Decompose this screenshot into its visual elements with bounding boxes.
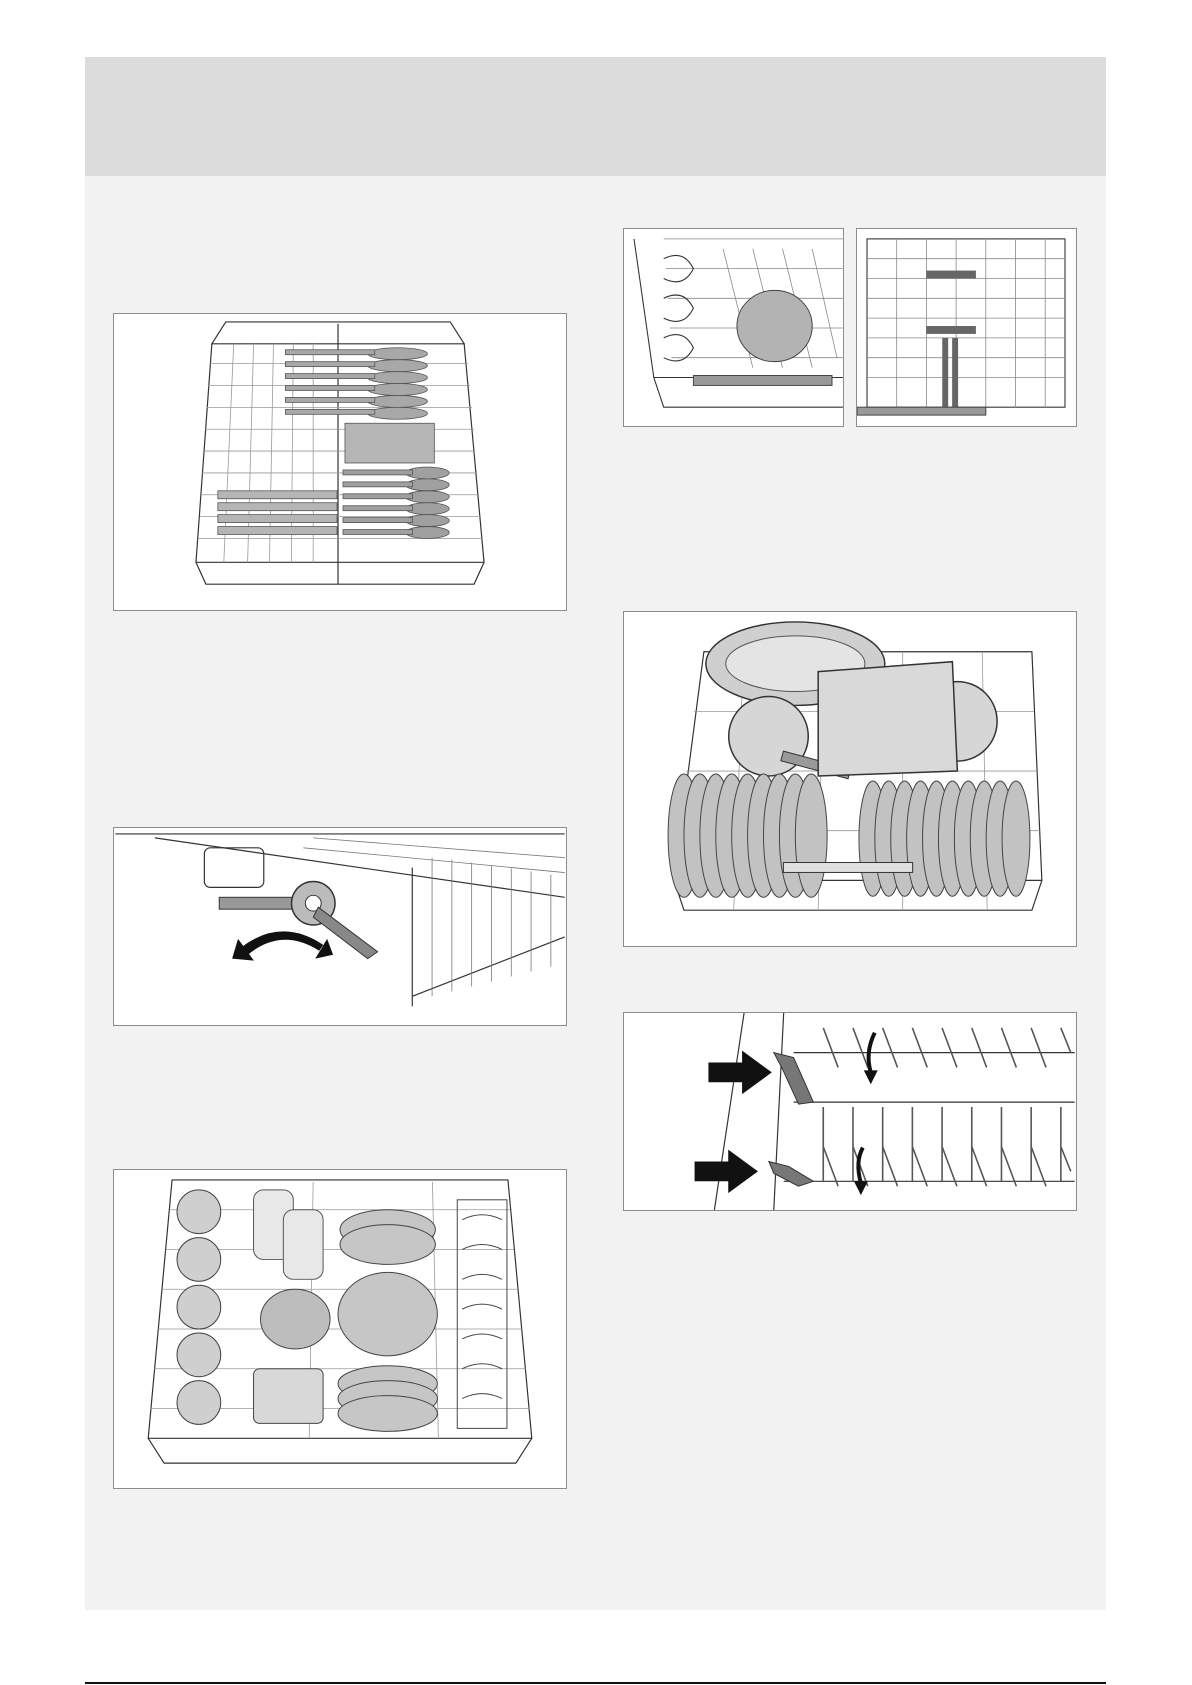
figure-drawer-adjuster	[113, 827, 567, 1026]
folding-tines-illustration	[624, 1013, 1076, 1210]
figure-cutlery-drawer	[113, 313, 567, 611]
baking-dish	[818, 662, 957, 776]
lower-basket-illustration	[624, 612, 1076, 946]
bowl	[261, 1289, 331, 1349]
footer-rule	[85, 1682, 1106, 1684]
plate	[737, 290, 812, 361]
rack-rail	[857, 407, 986, 415]
figure-upper-basket	[113, 1169, 567, 1489]
cups-group	[177, 1190, 221, 1425]
plates-left	[668, 774, 827, 897]
side-rack	[457, 1200, 507, 1429]
header-band	[85, 57, 1106, 176]
plates-stack	[338, 1210, 437, 1432]
fold-arrow-icon	[858, 1033, 874, 1183]
figure-lower-basket	[623, 611, 1077, 947]
cutlery-drawer-illustration	[114, 314, 566, 610]
rotate-arrow-icon	[232, 931, 333, 960]
rack-handle	[783, 863, 912, 873]
push-arrow-icon	[695, 1051, 772, 1194]
adjustable-supports	[926, 271, 975, 408]
rack-rail	[693, 376, 832, 386]
release-levers	[769, 1053, 814, 1187]
plates-right	[859, 781, 1030, 896]
drawer-adjuster-illustration	[114, 828, 566, 1025]
rack-side-left-illustration	[624, 229, 843, 426]
upper-basket-illustration	[114, 1170, 566, 1488]
rack-side-right-illustration	[857, 229, 1076, 426]
figure-rack-side-left	[623, 228, 844, 427]
container	[254, 1369, 324, 1424]
forks-group	[343, 467, 449, 539]
figure-rack-side-right	[856, 228, 1077, 427]
figure-folding-tines	[623, 1012, 1077, 1211]
spoons-group	[285, 348, 427, 420]
